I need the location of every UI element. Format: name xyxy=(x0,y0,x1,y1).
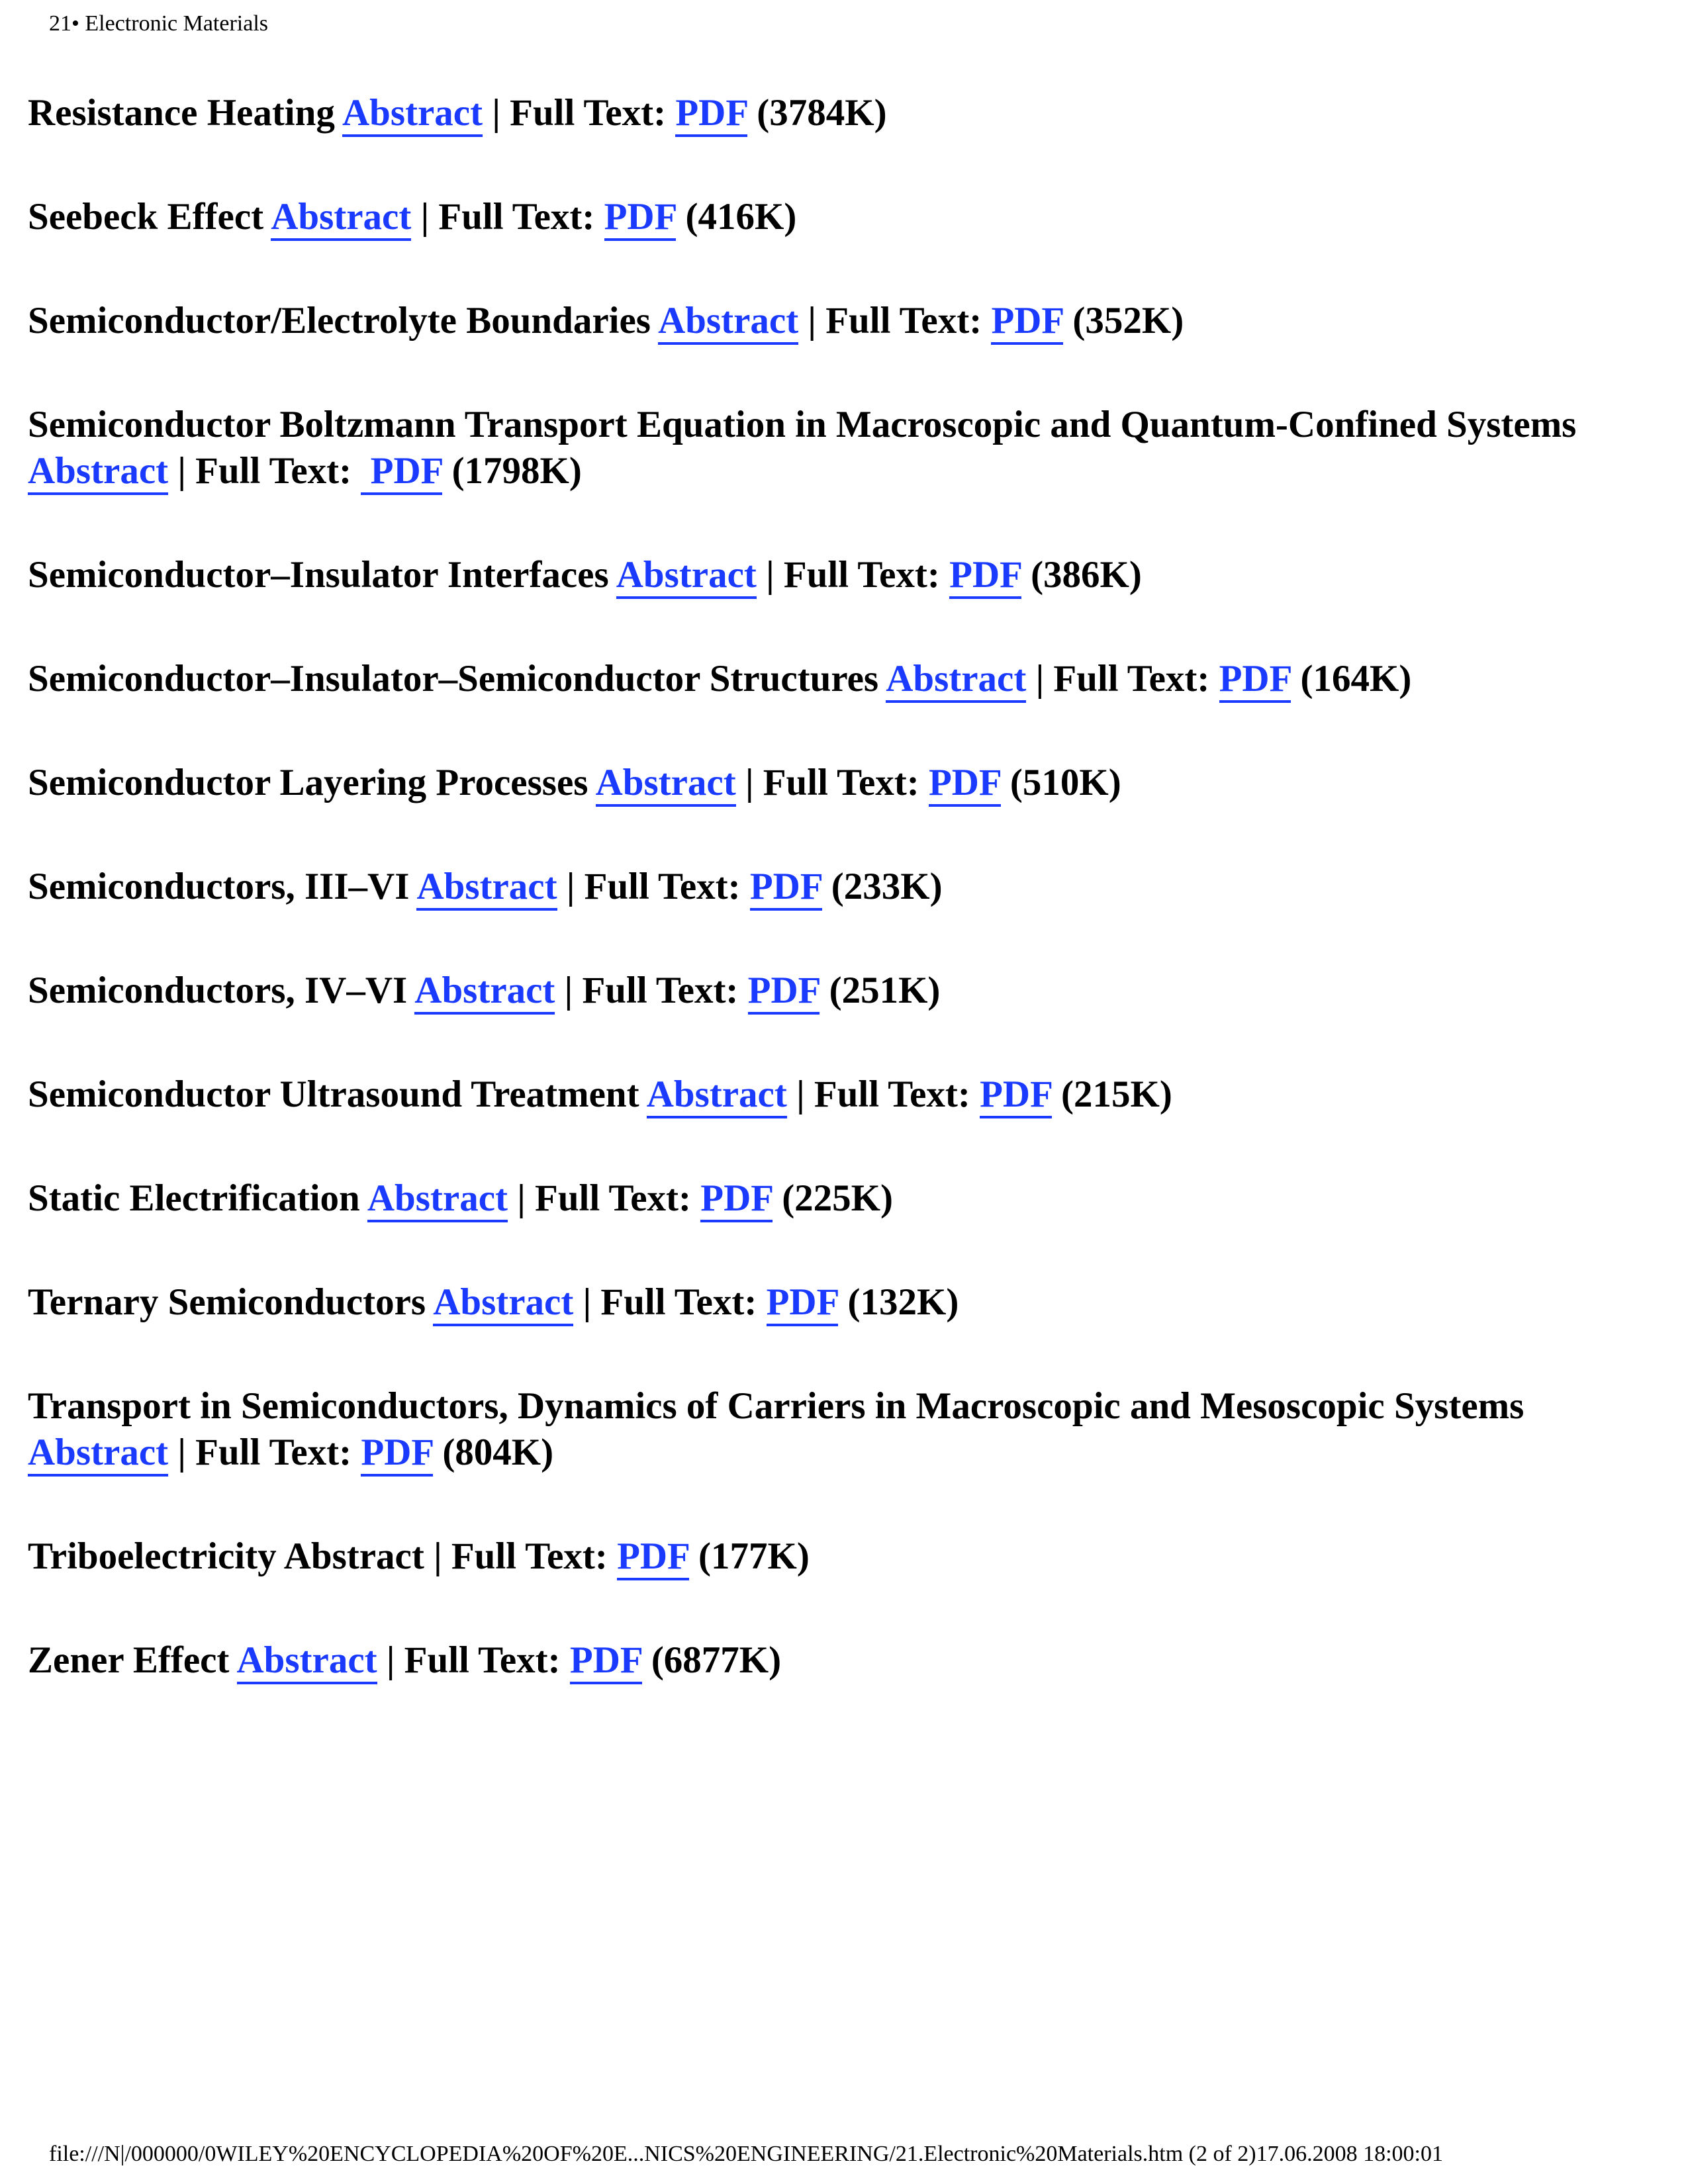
article-entry xyxy=(28,90,1643,136)
file-size: (1798K) xyxy=(451,450,582,492)
abstract-link[interactable]: Abstract xyxy=(271,196,411,241)
file-size: (804K) xyxy=(442,1432,554,1473)
article-title: Semiconductors, IV–VI xyxy=(28,970,408,1011)
file-size: (177K) xyxy=(698,1535,810,1577)
article-list xyxy=(28,90,1643,1741)
file-size: (215K) xyxy=(1061,1073,1172,1115)
article-title: Semiconductor Boltzmann Transport Equation in Macroscopic and Quantum-Confined Systems xyxy=(28,404,1577,445)
abstract-link[interactable]: Abstract xyxy=(414,970,555,1015)
full-text-label: | Full Text: xyxy=(583,1281,757,1323)
article-entry xyxy=(28,760,1643,806)
article-entry xyxy=(28,402,1643,494)
article-entry xyxy=(28,1175,1643,1222)
full-text-label: | Full Text: xyxy=(564,970,739,1011)
full-text-label: | Full Text: xyxy=(177,1432,352,1473)
file-size: (386K) xyxy=(1031,554,1142,596)
abstract-link[interactable]: Abstract xyxy=(367,1177,508,1222)
pdf-link[interactable]: PDF xyxy=(750,866,822,911)
full-text-label: | Full Text: xyxy=(492,92,667,134)
full-text-label: | Full Text: xyxy=(386,1639,561,1681)
abstract-link[interactable]: Abstract xyxy=(416,866,557,911)
article-entry xyxy=(28,656,1643,702)
pdf-link[interactable]: PDF xyxy=(980,1073,1052,1118)
pdf-link[interactable]: PDF xyxy=(604,196,677,241)
article-title: Semiconductor–Insulator–Semiconductor Structures xyxy=(28,658,879,700)
abstract-link[interactable]: Abstract xyxy=(28,1432,168,1477)
article-title: Triboelectricity xyxy=(28,1535,277,1577)
file-size: (251K) xyxy=(829,970,941,1011)
full-text-label: | Full Text: xyxy=(745,762,919,803)
page-footer-url: file:///N|/000000/0WILEY%20ENCYCLOPEDIA%20OF%20E...NICS%20ENGINEERING/21.Electronic%20Materials.htm (2 of 2)17.06.2008 18:00:01 xyxy=(49,2142,1444,2166)
abstract-link[interactable]: Abstract xyxy=(616,554,757,599)
pdf-link[interactable]: PDF xyxy=(767,1281,839,1326)
abstract-link[interactable]: Abstract xyxy=(28,450,168,495)
full-text-label: | Full Text: xyxy=(420,196,595,238)
article-entry xyxy=(28,298,1643,344)
pdf-link[interactable]: PDF xyxy=(570,1639,642,1684)
article-title: Zener Effect xyxy=(28,1639,230,1681)
file-size: (164K) xyxy=(1300,658,1412,700)
abstract-link[interactable]: Abstract xyxy=(433,1281,573,1326)
article-entry xyxy=(28,1279,1643,1326)
abstract-link[interactable]: Abstract xyxy=(647,1073,787,1118)
file-size: (352K) xyxy=(1072,300,1184,341)
pdf-link[interactable]: PDF xyxy=(617,1535,689,1580)
pdf-link[interactable]: PDF xyxy=(991,300,1063,345)
abstract-link[interactable]: Abstract xyxy=(886,658,1026,703)
pdf-link[interactable]: PDF xyxy=(675,92,747,137)
abstract-label: Abstract xyxy=(283,1535,424,1577)
full-text-label: | Full Text: xyxy=(434,1535,608,1577)
abstract-link[interactable]: Abstract xyxy=(342,92,483,137)
page-header: 21• Electronic Materials xyxy=(49,11,269,36)
article-entry xyxy=(28,968,1643,1014)
pdf-link[interactable]: PDF xyxy=(361,1432,433,1477)
article-entry xyxy=(28,864,1643,910)
article-title: Semiconductors, III–VI xyxy=(28,866,410,907)
file-size: (510K) xyxy=(1009,762,1121,803)
article-title: Static Electrification xyxy=(28,1177,360,1219)
pdf-link[interactable]: PDF xyxy=(1219,658,1291,703)
pdf-link[interactable]: PDF xyxy=(949,554,1021,599)
abstract-link[interactable]: Abstract xyxy=(237,1639,377,1684)
pdf-link[interactable]: PDF xyxy=(748,970,820,1015)
file-size: (132K) xyxy=(847,1281,959,1323)
article-title: Resistance Heating xyxy=(28,92,335,134)
abstract-link[interactable]: Abstract xyxy=(596,762,736,807)
full-text-label: | Full Text: xyxy=(796,1073,970,1115)
file-size: (225K) xyxy=(782,1177,893,1219)
full-text-label: | Full Text: xyxy=(766,554,940,596)
full-text-label: | Full Text: xyxy=(177,450,352,492)
file-size: (416K) xyxy=(685,196,797,238)
file-size: (6877K) xyxy=(651,1639,782,1681)
full-text-label: | Full Text: xyxy=(517,1177,691,1219)
article-title: Semiconductor Ultrasound Treatment xyxy=(28,1073,639,1115)
article-title: Semiconductor Layering Processes xyxy=(28,762,588,803)
full-text-label: | Full Text: xyxy=(566,866,741,907)
article-entry xyxy=(28,194,1643,240)
pdf-link[interactable]: PDF xyxy=(361,450,442,495)
pdf-link[interactable]: PDF xyxy=(929,762,1001,807)
full-text-label: | Full Text: xyxy=(808,300,982,341)
pdf-link[interactable]: PDF xyxy=(700,1177,773,1222)
article-title: Seebeck Effect xyxy=(28,196,264,238)
full-text-label: | Full Text: xyxy=(1035,658,1210,700)
article-entry xyxy=(28,1383,1643,1476)
article-title: Ternary Semiconductors xyxy=(28,1281,426,1323)
article-entry xyxy=(28,1533,1643,1580)
file-size: (233K) xyxy=(831,866,943,907)
article-title: Transport in Semiconductors, Dynamics of Carriers in Macroscopic and Mesoscopic Systems xyxy=(28,1385,1524,1427)
article-entry xyxy=(28,1637,1643,1684)
article-entry xyxy=(28,552,1643,598)
file-size: (3784K) xyxy=(757,92,887,134)
article-title: Semiconductor–Insulator Interfaces xyxy=(28,554,609,596)
abstract-link[interactable]: Abstract xyxy=(658,300,798,345)
article-entry xyxy=(28,1071,1643,1118)
article-title: Semiconductor/Electrolyte Boundaries xyxy=(28,300,651,341)
